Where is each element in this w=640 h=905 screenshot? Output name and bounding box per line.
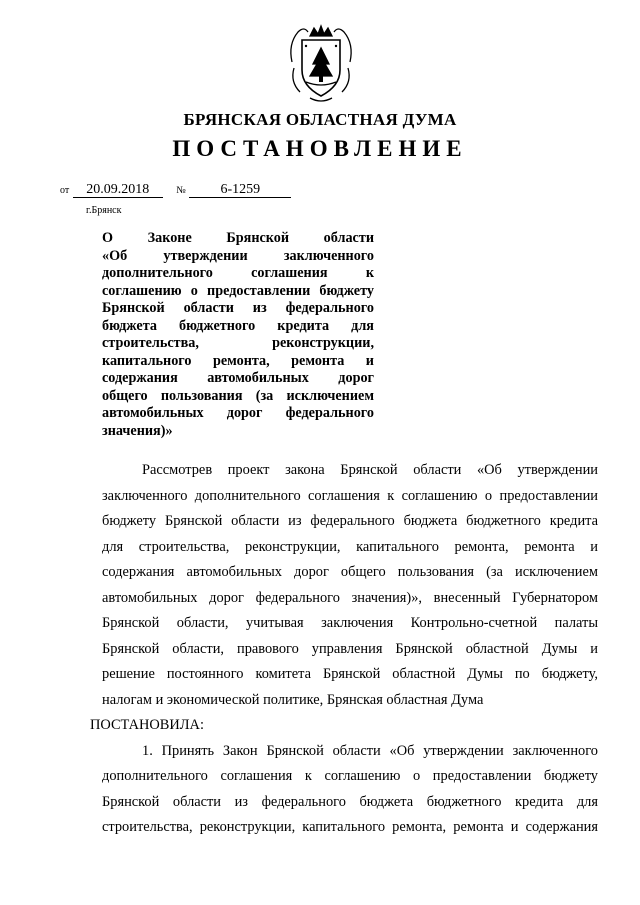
- subject-line: строительства, реконструкции,: [102, 335, 374, 351]
- document-meta: [60, 182, 291, 198]
- item-line: Брянской области из федерального бюджета бюджетного кредита для: [102, 793, 598, 810]
- preamble-line: налогам и экономической политике, Брянская областная Дума: [102, 691, 484, 708]
- subject-line: соглашению о предоставлении бюджету: [102, 282, 374, 299]
- preamble-line: решение постоянного комитета Брянской областной Думы по бюджету,: [102, 666, 598, 682]
- subject-line: О Законе Брянской области: [102, 230, 374, 246]
- preamble-line: заключенного дополнительного соглашения к соглашению о предоставлении: [102, 487, 598, 504]
- preamble-line: Брянской области, правового управления Брянской областной Думы и: [102, 640, 598, 657]
- document-type: ПОСТАНОВЛЕНИЕ: [172, 136, 468, 161]
- subject-line: автомобильных дорог федерального: [102, 405, 374, 421]
- date-prefix: от: [60, 185, 70, 196]
- number-prefix: №: [176, 185, 186, 196]
- coat-of-arms-icon: [284, 22, 358, 104]
- document-date: 20.09.2018: [73, 182, 163, 198]
- subject-line: бюджета бюджетного кредита для: [102, 317, 374, 334]
- item-line: 1. Принять Закон Брянской области «Об утверждении заключенного: [142, 742, 598, 759]
- subject-line: Брянской области из федерального: [102, 300, 374, 316]
- preamble-line: содержания автомобильных дорог общего пользования (за исключением: [102, 564, 598, 580]
- city: г.Брянск: [86, 205, 122, 216]
- subject-line: капитального ремонта, ремонта и: [102, 352, 374, 369]
- subject-line: значения)»: [102, 422, 173, 439]
- subject-line: «Об утверждении заключенного: [102, 247, 374, 264]
- document-body: [90, 458, 598, 841]
- document-number: 6-1259: [189, 182, 291, 198]
- preamble-line: Рассмотрев проект закона Брянской области «Об утверждении: [142, 462, 598, 478]
- preamble-line: для строительства, реконструкции, капитального ремонта, ремонта и: [102, 538, 598, 555]
- item-line: строительства, реконструкции, капитального ремонта, ремонта и содержания: [102, 819, 598, 835]
- item-line: дополнительного соглашения к соглашению о предоставлении бюджету: [102, 768, 598, 784]
- subject-line: дополнительного соглашения к: [102, 265, 374, 281]
- org-name: БРЯНСКАЯ ОБЛАСТНАЯ ДУМА: [183, 110, 457, 129]
- subject-line: общего пользования (за исключением: [102, 387, 374, 404]
- preamble-line: автомобильных дорог федерального значения)», внесенный Губернатором: [102, 589, 598, 606]
- preamble-line: бюджету Брянской области из федерального бюджета бюджетного кредита: [102, 513, 598, 529]
- resolved-heading: ПОСТАНОВИЛА:: [90, 717, 204, 733]
- preamble-line: Брянской области, учитывая заключения Контрольно-счетной палаты: [102, 615, 598, 631]
- document-subject: [102, 230, 374, 440]
- subject-line: содержания автомобильных дорог: [102, 370, 374, 386]
